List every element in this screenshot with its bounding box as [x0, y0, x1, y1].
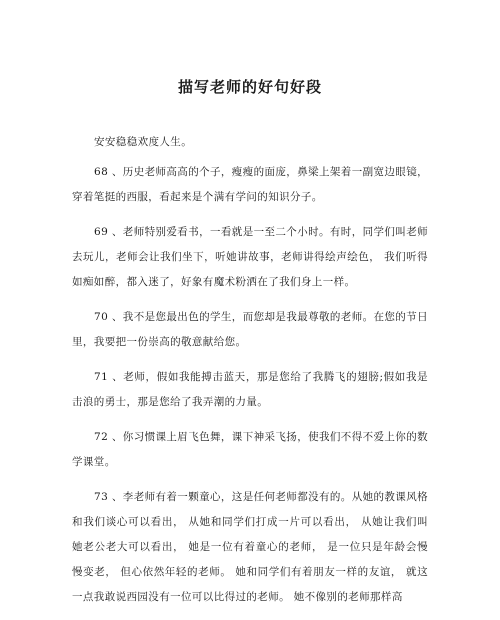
paragraph: 68 、历史老师高高的个子，瘦瘦的面庞，鼻梁上架着一副宽边眼镜，穿着笔挺的西服，看起来是个满有学问的知识分子。	[72, 166, 428, 203]
paragraph: 69 、老师特别爱看书，一看就是一至二个小时。有时，同学们叫老师去玩儿，老师会让我们坐下，听她讲故事，老师讲得绘声绘色， 我们听得如痴如醉，都入迷了，好象有魔术粉洒在了我们身上一样。	[72, 226, 428, 288]
paragraph: 71 、老师，假如我能搏击蓝天，那是您给了我腾飞的翅膀;假如我是击浪的勇士，那是您给了我弄潮的力量。	[72, 371, 428, 408]
paragraph: 安安稳稳欢度人生。	[94, 136, 193, 148]
document-title: 描写老师的好句好段	[177, 78, 322, 96]
paragraph: 73 、李老师有着一颗童心，这是任何老师都没有的。从她的教课风格和我们谈心可以看出， 从她和同学们打成一片可以看出， 从她让我们叫她老公老大可以看出， 她是一位有着童心的老师， 是一位只是年龄会慢慢变老， 但心依然年轻的老师。 她和同学们有着朋友一样的友谊， 就这一点我敢说西园没有一位可以比得过的老师。 她不像别的老师那样高	[72, 491, 428, 603]
paragraph: 72 、你习惯课上眉飞色舞，课下神采飞扬，使我们不得不爱上你的数学课堂。	[72, 431, 428, 468]
document-body	[72, 130, 428, 620]
paragraph: 70 、我不是您最出色的学生，而您却是我最尊敬的老师。在您的节日里，我要把一份崇高的敬意献给您。	[72, 311, 428, 348]
